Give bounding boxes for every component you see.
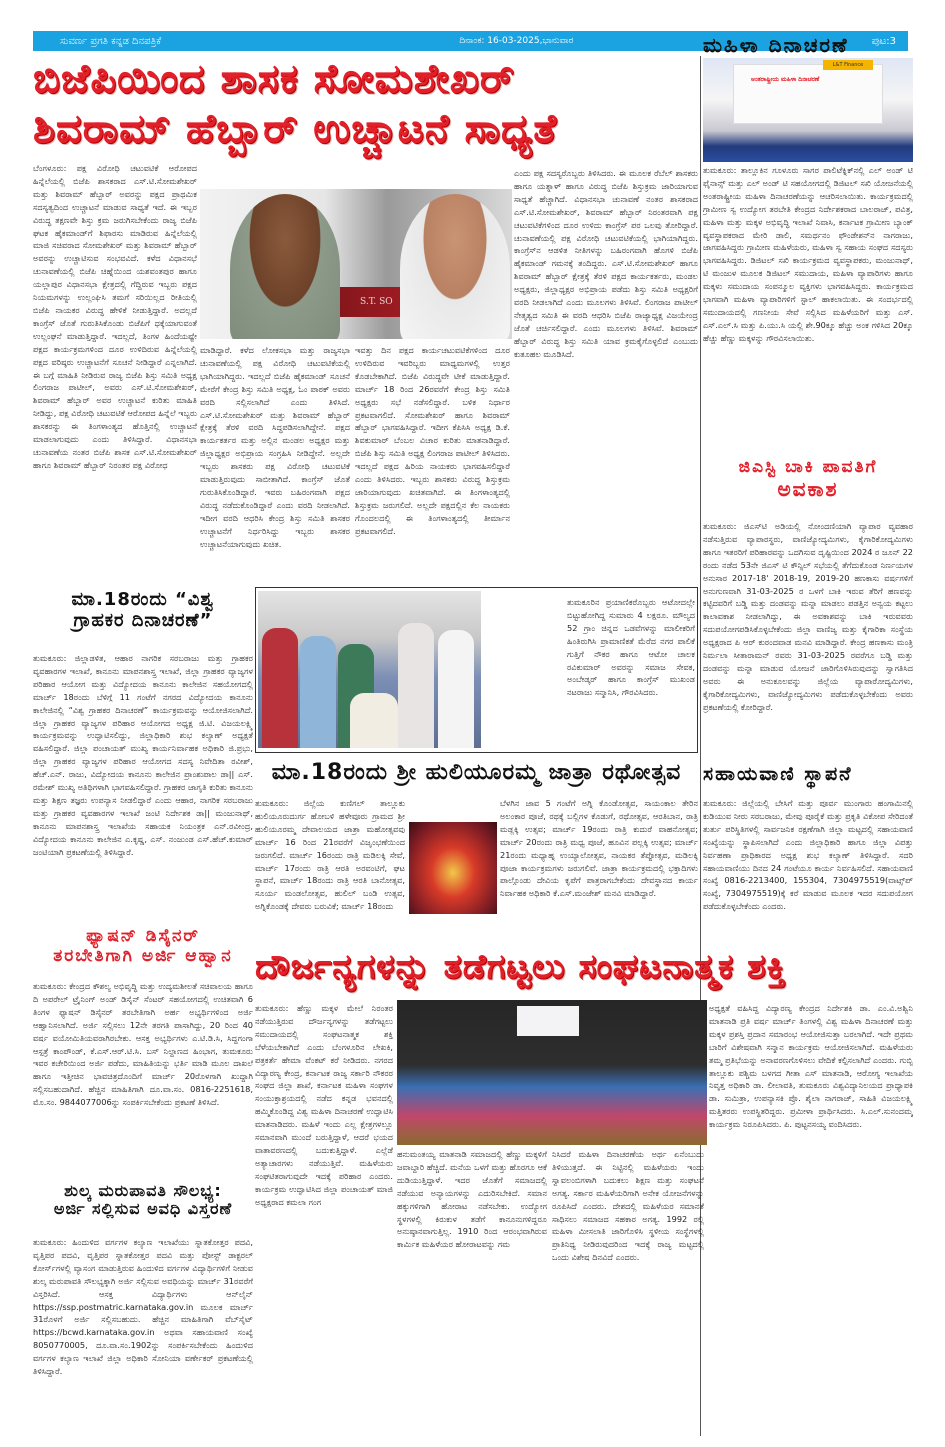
fashion-heading-line2: ತರಬೇತಿಗಾಗಿ ಅರ್ಜಿ ಆಹ್ವಾನ — [53, 945, 233, 966]
atrocities-heading: ದೌರ್ಜನ್ಯಗಳನ್ನು ತಡೆಗಟ್ಟಲು ಸಂಘಟನಾತ್ಮಕ ಶಕ್ತಿ — [255, 950, 787, 987]
lead-headline-line2: ಶಿವರಾಮ್ ಹೆಬ್ಬಾರ್ ಉಚ್ಚಾಟನೆ ಸಾಧ್ಯತೆ — [33, 106, 558, 152]
consumer-day-heading-line1: ಮಾ.18ರಂದು “ವಿಶ್ವ — [71, 590, 215, 610]
atrocities-column-4: ಅಧ್ಯಕ್ಷತೆ ವಹಿಸಿದ್ದ ವಿದ್ಯಾರಣ್ಯ ಕೇಂದ್ರದ ನಿರ್ದೇಶಕಿ ಡಾ. ಎಂ.ವಿ.ಅಶ್ವಿನಿ ಮಾತನಾಡಿ ಪ್ರತಿ ವರ್ಷ ಮಾರ್ಚ್ ತಿಂಗಳಲ್ಲಿ ವಿಶ್ವ ಮಹಿಳಾ ದಿನಾಚರಣೆ ಮತ್ತು ಮಕ್ಕಳ ಪ್ರಶಸ್ತಿ ಪ್ರದಾನ ಸಮಾರಂಭ ಆಯೋಜಿಸುತ್ತಾ ಬರಲಾಗಿದೆ. ಇದೇ ಪ್ರಥಮ ಬಾರಿಗೆ ವಿಶೇಷವಾಗಿ ಸನ್ಮಾನ ಕಾರ್ಯಕ್ರಮ ಆಯೋಜಿಸಲಾಗಿದೆ. ಮಹಿಳೆಯರು ತಮ್ಮ ಪ್ರತಿಭೆಯನ್ನು ಅನಾವರಣಗೊಳಿಸಲು ವೇದಿಕೆ ಕಲ್ಪಿಸಲಾಗಿದೆ ಎಂದರು. ಗುಬ್ಬಿ ತಾಲ್ಲೂಕು ಪಶ್ಚಿಮ ಬಳಗದ ಗೀತಾ ಎಸ್ ಮಾತನಾಡಿ, ಆರೋಗ್ಯ ಇಲಾಖೆಯ ನಿವೃತ್ತ ಅಧಿಕಾರಿ ಡಾ. ಲೀಲಾವತಿ, ತುಮಕೂರು ವಿಶ್ವವಿದ್ಯಾನಿಲಯದ ಪ್ರಾಧ್ಯಾಪಕಿ ಡಾ. ಸುಮಿತ್ರಾ, ಉಪನ್ಯಾಸಕಿ ಪ್ರೊ. ಶೈಲಾ ನಾಗರಾಜ್, ಸಾಹಿತಿ ವಿಜಯಲಕ್ಷ್ಮಿ ಮತ್ತಿತರರು ಉಪಸ್ಥಿತರಿದ್ದರು. ಪ್ರಮೀಳಾ ಪ್ರಾರ್ಥಿಸಿದರು. ಸಿ.ಎಲ್.ಸುನಂದಮ್ಮ ಕಾರ್ಯಕ್ರಮ ನಿರೂಪಿಸಿದರು. ಪಿ. ಪುಟ್ಟನಸಯ್ಯ ವಂದಿಸಿದರು. — [709, 1003, 913, 1130]
lead-column-4: ಎಂದು ಪಕ್ಷ ಸದಸ್ಯರೊಬ್ಬರು ತಿಳಿಸಿದರು. ಈ ಮೂಲಕ ರೆಬೆಲ್ ಶಾಸಕರು ಹಾಗೂ ಯತ್ನಾಳ್ ಹಾಗೂ ವಿರುದ್ಧ ಬಿಜೆಪಿ ಶಿಸ್ತುಕ್ರಮ ಜಾರಿಯಾಗುವ ಸಾಧ್ಯತೆ ಹೆಚ್ಚಾಗಿದೆ. ವಿಧಾನಸಭಾ ಚುನಾವಣೆ ನಂತರ ಶಾಸಕರಾದ ಎಸ್.ಟಿ.ಸೋಮಶೇಖರ್, ಶಿವರಾಮ್ ಹೆಬ್ಬಾರ್ ನಿರಂತರವಾಗಿ ಪಕ್ಷ ಚಟುವಟಿಕೆಗಳಿಂದ ದೂರ ಉಳಿದು ಕಾಂಗ್ರೆಸ್ ಪರ ಒಲವು ತೋರಿದ್ದಾರೆ. ಚುನಾವಣೆಯಲ್ಲಿ ಪಕ್ಷ ವಿರೋಧಿ ಚಟುವಟಿಕೆಯಲ್ಲಿ ಭಾಗಿಯಾಗಿದ್ದರು. ಕಾಂಗ್ರೆಸ್‌ನ ಆಡಳಿತ ನೀತಿಗಳನ್ನು ಬಹಿರಂಗವಾಗಿ ಹೊಗಳಿ ಬಿಜೆಪಿ ಹೈಕಮಾಂಡ್ ಗಮನಕ್ಕೆ ತಂದಿದ್ದರು. ಎಸ್.ಟಿ.ಸೋಮಶೇಖರ್ ಹಾಗೂ ಶಿವರಾಮ್ ಹೆಬ್ಬಾರ್ ಕ್ಷೇತ್ರಕ್ಕೆ ತೆರಳಿ ಪಕ್ಷದ ಕಾರ್ಯಕರ್ತರು, ಮಂಡಲ ಅಧ್ಯಕ್ಷರು, ಜಿಲ್ಲಾಧ್ಯಕ್ಷರ ಅಭಿಪ್ರಾಯ ಪಡೆದು ಶಿಸ್ತು ಸಮಿತಿ ಅಧ್ಯಕ್ಷರಿಗೆ ವರದಿ ನೀಡಲಾಗಿದೆ ಎಂದು ಮೂಲಗಳು ತಿಳಿಸಿವೆ. ಲಿಂಗರಾಜ ಪಾಟೀಲ್ ನೇತೃತ್ವದ ಸಮಿತಿ ಈ ವರದಿ ಆಧರಿಸಿ ಬಿಜೆಪಿ ರಾಜ್ಯಾಧ್ಯಕ್ಷ ವಿಜಯೇಂದ್ರ ಜೊತೆ ಚರ್ಚಿಸಲಿದ್ದಾರೆ. ಎಂದು ಮೂಲಗಳು ತಿಳಿಸಿವೆ. ಶಿವರಾಮ್ ಹೆಬ್ಬಾರ್ ವಿರುದ್ಧ ಶಿಸ್ತು ಸಮಿತಿ ಯಾವ ಕ್ರಮಕೈಗೊಳ್ಳಲಿದೆ ಎಂಬುದು ಕುತೂಹಲ ಮೂಡಿಸಿದೆ. — [514, 168, 698, 359]
helpline-heading: ಸಹಾಯವಾಣಿ ಸ್ಥಾಪನೆ — [703, 764, 853, 785]
fee-refund-heading — [33, 1182, 253, 1234]
issue-date: ದಿನಾಂಕ: 16-03-2025,ಭಾನುವಾರ — [459, 36, 574, 46]
helpline-body: ತುಮಕೂರು: ಜಿಲ್ಲೆಯಲ್ಲಿ ಬೇಸಿಗೆ ಮತ್ತು ಪೂರ್ವ ಮುಂಗಾರು ಹಂಗಾಮಿನಲ್ಲಿ ಕುಡಿಯುವ ನೀರು ಸರಬರಾಜು, ಮೇವು ಪೂರೈಕೆ ಮತ್ತು ಪ್ರಕೃತಿ ವಿಕೋಪ ಸೇರಿದಂತೆ ತುರ್ತು ಪರಿಸ್ಥಿತಿಗಳಲ್ಲಿ ಸಾರ್ವಜನಿಕ ರಕ್ಷಣೆಗಾಗಿ ಜಿಲ್ಲಾ ಮಟ್ಟದಲ್ಲಿ ಸಹಾಯವಾಣಿ ಸಂಖ್ಯೆಯನ್ನು ಸ್ಥಾಪಿಸಲಾಗಿದೆ ಎಂದು ಜಿಲ್ಲಾಧಿಕಾರಿ ಹಾಗೂ ಜಿಲ್ಲಾ ವಿಪತ್ತು ನಿರ್ವಹಣಾ ಪ್ರಾಧಿಕಾರದ ಅಧ್ಯಕ್ಷ ಶುಭ ಕಲ್ಯಾಣ್ ತಿಳಿಸಿದ್ದಾರೆ. ಸದರಿ ಸಹಾಯವಾಣಿಯು ದಿನದ 24 ಗಂಟೆಯೂ ಕಾರ್ಯ ನಿರ್ವಹಿಸಲಿದೆ. ಸಹಾಯವಾಣಿ ಸಂಖ್ಯೆ 0816-2213400, 155304, 7304975519(ವಾಟ್ಸ್‌ಪ್ ಸಂಖ್ಯೆ, 7304975519)ಕ್ಕೆ ಕರೆ ಮಾಡುವ ಮೂಲಕ ಇದರ ಸದುಪಯೋಗ ಪಡೆದುಕೊಳ್ಳಬೇಕೆಂದು ಎಂದರು. — [703, 798, 913, 912]
atrocities-column-3: ನಿಸಿದರೆ ಮಹಿಳಾ ದಿನಾಚರಣೆಯ ಅರ್ಥ ಏನೆಂಬುದು ತಿಳಿಯುತ್ತದೆ. ಈ ನಿಟ್ಟಿನಲ್ಲಿ ಮಹಿಳೆಯರು ಇಂದು ಸ್ವಾವಲಂಬಿಗಳಾಗಿ ಬದುಕಲು ಶಿಕ್ಷಣ ಮತ್ತು ಸಂಘಟನೆ ಅಗತ್ಯ. ಸರ್ಕಾರ ಮಹಿಳೆಯರಿಗಾಗಿ ಅನೇಕ ಯೋಜನೆಗಳನ್ನು ರೂಪಿಸಿದೆ ಎಂದರು. ದೇಶದಲ್ಲಿ ಮಹಿಳೆಯರ ಸಮಾನತೆ ಸಾಧಿಸಲು ಸಮಾಜದ ಸಹಕಾರ ಅಗತ್ಯ. 1992 ರಲ್ಲಿ ಮಹಿಳಾ ಮೀಸಲಾತಿ ಜಾರಿಗೊಳಿಸಿ ಸ್ಥಳೀಯ ಸಂಸ್ಥೆಗಳಲ್ಲಿ ಪ್ರಾತಿನಿಧ್ಯ ನೀಡಿರುವುದರಿಂದ ಇದಕ್ಕೆ ರಾಜ್ಯ ಮಟ್ಟದಲ್ಲಿ ಒಂದು ವಿಶೇಷ ದಿನವಿದೆ ಎಂದರು. — [552, 1149, 704, 1263]
jatra-heading: ಮಾ.18ರಂದು ಶ್ರೀ ಹುಲಿಯೂರಮ್ಮ ಜಾತ್ರಾ ರಥೋತ್ಸವ — [271, 760, 682, 785]
lead-column-2: ಮಾಡಿದ್ದಾರೆ. ಕಳೆದ ಲೋಕಸಭಾ ಮತ್ತು ರಾಜ್ಯಸಭಾ ಚುನಾವಣೆಯಲ್ಲಿ ಪಕ್ಷ ವಿರೋಧಿ ಚಟುವಟಿಕೆಯಲ್ಲಿ ಭಾಗಿಯಾಗಿದ್ದರು. ಇದಲ್ಲದೆ ಬಿಜೆಪಿ ಹೈಕಮಾಂಡ್ ಸೂಚನೆ ಮೇರೆಗೆ ಕೇಂದ್ರ ಶಿಸ್ತು ಸಮಿತಿ ಅಧ್ಯಕ್ಷ, ಓಂ ಪಾಠಕ್ ಅವರು ವರದಿ ಸಲ್ಲಿಸಲಾಗಿದೆ ಎಂದು ತಿಳಿಸಿದೆ. ಎಸ್.ಟಿ.ಸೋಮಶೇಖರ್ ಮತ್ತು ಶಿವರಾಮ್ ಹೆಬ್ಬಾರ್ ಕ್ಷೇತ್ರಕ್ಕೆ ತೆರಳಿ ವರದಿ ಸಿದ್ಧಪಡಿಸಲಾಗಿದ್ದೇನೆ. ಪಕ್ಷದ ಕಾರ್ಯಕರ್ತರ ಮತ್ತು ಅಲ್ಲಿನ ಮಂಡಲ ಅಧ್ಯಕ್ಷರ ಮತ್ತು ಜಿಲ್ಲಾಧ್ಯಕ್ಷರ ಅಭಿಪ್ರಾಯ ಸಂಗ್ರಹಿಸಿ ನೀಡಿದ್ದೇನೆ. ಅಲ್ಲದೇ ಇಬ್ಬರು ಶಾಸಕರು ಪಕ್ಷ ವಿರೋಧಿ ಚಟುವಟಿಕೆ ಮಾಡುತ್ತಿರುವುದು ಸಾಬೀತಾಗಿದೆ. ಕಾಂಗ್ರೆಸ್ ಜೊತೆ ಗುರುತಿಸಿಕೊಂಡಿದ್ದಾರೆ. ಇವರು ಬಹಿರಂಗವಾಗಿ ಪಕ್ಷದ ವಿರುದ್ಧ ನಡೆದುಕೊಂಡಿದ್ದಾರೆ ಎಂದು ವರದಿ ನೀಡಲಾಗಿದೆ. ಇದೀಗ ವರದಿ ಆಧರಿಸಿ ಕೇಂದ್ರ ಶಿಸ್ತು ಸಮಿತಿ ಶಾಸಕರ ಉಚ್ಚಾಟನೆಗೆ ನಿರ್ಧರಿಸಿದ್ದು ಇಬ್ಬರು ಶಾಸಕರ ಉಚ್ಚಾಟನೆಯಾಗುವುದು ಖಚಿತ. — [200, 345, 350, 549]
gst-body: ತುಮಕೂರು: ಜಿಎಸ್‌ಟಿ ಅಡಿಯಲ್ಲಿ ನೋಂದಣಿಯಾಗಿ ವ್ಯಾಪಾರ ವ್ಯವಹಾರ ನಡೆಸುತ್ತಿರುವ ವ್ಯಾಪಾರಸ್ಥರು, ವಾಣಿಜ್ಯೋದ್ಯಮಿಗಳು, ಕೈಗಾರಿಕೋದ್ಯಮಿಗಳು ಹಾಗೂ ಇತರರಿಗೆ ಪರಿಹಾರವನ್ನು ಒದಗಿಸುವ ದೃಷ್ಟಿಯಿಂದ 2024 ರ ಜೂನ್ 22 ರಂದು ನಡೆದ 53ನೇ ಜಿಎಸ್ ಟಿ ಕೌನ್ಸಿಲ್ ಸಭೆಯಲ್ಲಿ ತೆಗೆದುಕೊಂಡ ನಿರ್ಣಯಗಳ ಅನುಸಾರ 2017-18' 2018-19, 2019-20 ಹಣಕಾಸು ವರ್ಷಗಳಿಗೆ ಅನುಗುಣವಾಗಿ 31-03-2025 ರ ಒಳಗೆ ಬಾಕಿ ಇರುವ ತೆರಿಗೆ ಹಣವನ್ನು ಕಟ್ಟಿದವರಿಗೆ ಬಡ್ಡಿ ಮತ್ತು ದಂಡವನ್ನು ಮನ್ನಾ ಮಾಡಲು ಪಡತ್ತಿನ ಅನ್ವಯ ಕಟ್ಟಲು ಕಾಲಾವಕಾಶ ನೀಡಲಾಗಿದ್ದು, ಈ ಅವಕಾಶವನ್ನು ಬಾಕಿ ಇರುವವರು ಸದುಪಯೋಗಪಡಿಸಿಕೊಳ್ಳಬೇಕೆಂದು ಜಿಲ್ಲಾ ವಾಣಿಜ್ಯ ಮತ್ತು ಕೈಗಾರಿಕಾ ಸಂಸ್ಥೆಯ ಅಧ್ಯಕ್ಷರಾದ ಪಿ ಆರ್ ಕುರಂದವಾಡ ಮನವಿ ಮಾಡಿದ್ದಾರೆ. ಕೇಂದ್ರ ಹಣಕಾಸು ಮಂತ್ರಿ ನಿರ್ಮಲಾ ಸೀತಾರಾಮನ್ ರವರು 31-03-2025 ರವರೆಗೂ ಬಡ್ಡಿ ಮತ್ತು ದಂಡವನ್ನು ಮನ್ನಾ ಮಾಡುವ ಯೋಜನೆ ಜಾರಿಗೊಳಿಸಿರುವುದನ್ನು ಸ್ವಾಗತಿಸಿದ ಅವರು ಈ ಅನುಕೂಲವನ್ನು ಜಿಲ್ಲೆಯ ವ್ಯಾಪಾರೋದ್ಯಮಿಗಳು, ಕೈಗಾರಿಕೋದ್ಯಮಿಗಳು, ವಾಣಿಜ್ಯೋದ್ಯಮಿಗಳು ಪಡೆದುಕೊಳ್ಳಬೇಕೆಂದು ಅವರು ಪ್ರಕಟಣೆಯಲ್ಲಿ ಕೋರಿದ್ದಾರೆ. — [703, 521, 913, 712]
honesty-story-body: ತುಮಕೂರಿನ ಪ್ರಯಾಣಿಕರೊಬ್ಬರು ಆಟೋದಲ್ಲೇ ಬಿಟ್ಟುಹೋಗಿದ್ದ ಸುಮಾರು 4 ಲಕ್ಷರೂ. ಮೌಲ್ಯದ 52 ಗ್ರಾಂ ಚಿನ್ನದ ಒಡವೆಗಳನ್ನು ಮಾಲೀಕರಿಗೆ ಹಿಂತಿರುಗಿಸಿ ಪ್ರಾಮಾಣಿಕತೆ ಮೆರೆದ ನಗರ ಪಾಲಿಕೆ ಗುತ್ತಿಗೆ ನೌಕರ ಹಾಗೂ ಆಟೋ ಚಾಲಕ ರವಿಕುಮಾರ್ ಅವರನ್ನು ಸಮಾಜ ಸೇವಕ, ಅಂಬೇಡ್ಕರ್ ಹಾಗೂ ಕಾಂಗ್ರೆಸ್ ಮುಖಂಡ ನಟರಾಜು ಸನ್ಮಾನಿಸಿ, ಗೌರವಿಸಿದರು. — [567, 597, 695, 698]
fee-refund-heading-line1: ಶುಲ್ಕ ಮರುಪಾವತಿ ಸೌಲಭ್ಯ: — [64, 1182, 222, 1200]
gst-heading-line1: ಜಿಎಸ್ಟಿ ಬಾಕಿ ಪಾವತಿಗೆ — [738, 458, 878, 477]
atrocities-column-2: ಹನುಮಂತಯ್ಯ ಮಾತನಾಡಿ ಸಮಾಜದಲ್ಲಿ ಹೆಣ್ಣು ಮಕ್ಕಳಿಗೆ ಜವಾಬ್ದಾರಿ ಹೆಚ್ಚಿದೆ. ಮನೆಯ ಒಳಗೆ ಮತ್ತು ಹೊರಗೂ ಆಕೆ ದುಡಿಯುತ್ತಿದ್ದಾಳೆ. ಇದರ ಜೊತೆಗೆ ಸಮಾಜದಲ್ಲಿ ನಡೆಯುವ ಅನ್ಯಾಯಗಳನ್ನು ಎದುರಿಸಬೇಕಿದೆ. ಸಮಾನ ಹಕ್ಕುಗಳಿಗಾಗಿ ಹೋರಾಟ ನಡೆಸಬೇಕು. ಉದ್ಯೋಗ ಸ್ಥಳಗಳಲ್ಲಿ ಕಿರುಕುಳ ತಡೆಗೆ ಕಾನೂನುಗಳಿದ್ದರೂ ಅನುಷ್ಠಾನವಾಗುತ್ತಿಲ್ಲ. 1910 ರಿಂದ ಆರಂಭವಾಗಿರುವ ಕಾರ್ಮಿಕ ಮಹಿಳೆಯರ ಹೋರಾಟವನ್ನು ಗಮ — [397, 1149, 547, 1250]
womens-day-event-photo — [397, 1000, 707, 1145]
jatra-column-1: ತುಮಕೂರು: ಜಿಲ್ಲೆಯ ಕುಣಿಗಲ್ ತಾಲ್ಲೂಕು ಹುಲಿಯೂರುದುರ್ಗ ಹೋಬಳಿ ಹಳೇವೂರು ಗ್ರಾಮದ ಶ್ರೀ ಹುಲಿಯೂರಮ್ಮ ದೇವಾಲಯದ ಜಾತ್ರಾ ಮಹೋತ್ಸವವು ಮಾರ್ಚ್ 16 ರಿಂದ 21ರವರೆಗೆ ವಿಜೃಂಭಣೆಯಿಂದ ಜರುಗಲಿದೆ. ಮಾರ್ಚ್ 16ರಂದು ರಾತ್ರಿ ಮಡಿಲಕ್ಕಿ ಸೇವೆ, ಮಾರ್ಚ್ 17ರಂದು ರಾತ್ರಿ ಆರತಿ ಅರವಂಟಿಗೆ, ಘಟ ಸ್ಥಾಪನೆ, ಮಾರ್ಚ್ 18ರಂದು ರಾತ್ರಿ ಆರತಿ ಬಾನೋತ್ಸವ, ಸೂರ್ಯ ಮಂಡಲೋತ್ಸವ, ಹುಲಿಲ್ ಬಂಡಿ ಉತ್ಸವ, ಅಗ್ನಿಕೊಂಡಕ್ಕೆ ದೇವರು ಬರುವಿಕೆ; ಮಾರ್ಚ್ 18ರಂದು — [255, 798, 405, 912]
newspaper-name: ಸುವರ್ಣ ಪ್ರಗತಿ ಕನ್ನಡ ದಿನಪತ್ರಿಕೆ — [60, 35, 162, 47]
photo-banner-text: ಅಂತರಾಷ್ಟ್ರೀಯ ಮಹಿಳಾ ದಿನಾಚರಣೆ — [751, 76, 820, 83]
photo-caption-text: S.T. SO — [360, 297, 393, 307]
leaders-photo — [200, 189, 512, 339]
fee-refund-heading-line2: ಅರ್ಜಿ ಸಲ್ಲಿಸುವ ಅವಧಿ ವಿಸ್ತರಣೆ — [53, 1199, 233, 1219]
photo-sponsor-logo: L&T Finance — [823, 60, 873, 70]
womens-day-heading: ಮಹಿಳಾ ದಿನಾಚರಣೆ — [703, 34, 849, 57]
fee-refund-body: ತುಮಕೂರು: ಹಿಂದುಳಿದ ವರ್ಗಗಳ ಕಲ್ಯಾಣ ಇಲಾಖೆಯು ಸ್ನಾತಕೋತ್ತರ ಪದವಿ, ವೃತ್ತಿಪರ ಪದವಿ, ವೃತ್ತಿಪರ ಸ್ನಾತಕೋತ್ತರ ಪದವಿ ಮತ್ತು ಪೋಸ್ಟ್ ಡಾಕ್ಟರಲ್ ಕೋರ್ಸ್‌ಗಳಲ್ಲಿ ವ್ಯಾಸಂಗ ಮಾಡುತ್ತಿರುವ ಹಿಂದುಳಿದ ವರ್ಗಗಳ ವಿದ್ಯಾರ್ಥಿಗಳಿಗೆ ನೀಡುವ ಶುಲ್ಕ ಮರುಪಾವತಿ ಸೌಲಭ್ಯಕ್ಕಾಗಿ ಅರ್ಜಿ ಸಲ್ಲಿಸುವ ಅವಧಿಯನ್ನು ಮಾರ್ಚ್ 31ರವರೆಗೆ ವಿಸ್ತರಿಸಿದೆ. ಆಸಕ್ತ ವಿದ್ಯಾರ್ಥಿಗಳು ಆನ್‌ಲೈನ್ https://ssp.postmatric.karnataka.gov.in ಮೂಲಕ ಮಾರ್ಚ್ 31ರೊಳಗೆ ಅರ್ಜಿ ಸಲ್ಲಿಸಬಹುದು. ಹೆಚ್ಚಿನ ಮಾಹಿತಿಗಾಗಿ ವೆಬ್‌ಸೈಟ್ https://bcwd.karnataka.gov.in ಅಥವಾ ಸಹಾಯವಾಣಿ ಸಂಖ್ಯೆ 8050770005, ದೂ.ವಾ.ಸಂ.1902ನ್ನು ಸಂಪರ್ಕಿಸಬೇಕೆಂದು ಹಿಂದುಳಿದ ವರ್ಗಗಳ ಕಲ್ಯಾಣ ಇಲಾಖೆ ಜಿಲ್ಲಾ ಅಧಿಕಾರಿ ಸೋನಿಯಾ ವರ್ಣೇಕರ್ ಪ್ರಕಟಣೆಯಲ್ಲಿ ತಿಳಿಸಿದ್ದಾರೆ. — [33, 1237, 253, 1377]
event-stage-banner — [517, 1006, 579, 1036]
consumer-day-body: ತುಮಕೂರು: ಜಿಲ್ಲಾಡಳಿತ, ಆಹಾರ ನಾಗರಿಕ ಸರಬರಾಜು ಮತ್ತು ಗ್ರಾಹಕರ ವ್ಯವಹಾರಗಳ ಇಲಾಖೆ, ಕಾನೂನು ಮಾಪನಶಾಸ್ತ್ರ ಇಲಾಖೆ, ಜಿಲ್ಲಾ ಗ್ರಾಹಕರ ವ್ಯಾಜ್ಯಗಳ ಪರಿಹಾರ ಆಯೋಗ ಮತ್ತು ವಿದ್ಯೋದಯ ಕಾನೂನು ಕಾಲೇಜಿನ ಸಹಯೋಗದಲ್ಲಿ ಮಾರ್ಚ್ 18ರಂದು ಬೆಳಿಗ್ಗೆ 11 ಗಂಟೆಗೆ ನಗರದ ವಿದ್ಯೋದಯ ಕಾನೂನು ಕಾಲೇಜಿನಲ್ಲಿ “ವಿಶ್ವ ಗ್ರಾಹಕರ ದಿನಾಚರಣೆ” ಕಾರ್ಯಕ್ರಮವನ್ನು ಆಯೋಜಿಸಲಾಗಿದೆ. ಜಿಲ್ಲಾ ಗ್ರಾಹಕರ ವ್ಯಾಜ್ಯಗಳ ಪರಿಹಾರ ಆಯೋಗದ ಅಧ್ಯಕ್ಷ ಜಿ.ಟಿ. ವಿಜಯಲಕ್ಷ್ಮಿ ಕಾರ್ಯಕ್ರಮವನ್ನು ಉದ್ಘಾಟಿಸಲಿದ್ದು, ಜಿಲ್ಲಾಧಿಕಾರಿ ಶುಭ ಕಲ್ಯಾಣ್ ಅಧ್ಯಕ್ಷತೆ ವಹಿಸಲಿದ್ದಾರೆ. ಜಿಲ್ಲಾ ಪಂಚಾಯತ್ ಮುಖ್ಯ ಕಾರ್ಯನಿರ್ವಾಹಕ ಅಧಿಕಾರಿ ಜಿ.ಪ್ರಭು, ಜಿಲ್ಲಾ ಗ್ರಾಹಕರ ವ್ಯಾಜ್ಯಗಳ ಪರಿಹಾರ ಆಯೋಗದ ಸದಸ್ಯ ನಿವೇದಿತಾ ರವೀಶ್, ಹೆಚ್.ಎನ್. ರಾಜು, ವಿದ್ಯೋದಯ ಕಾನೂನು ಕಾಲೇಜಿನ ಪ್ರಾಂಶುಪಾಲ ಡಾ|| ಎಸ್. ರಮೇಶ್ ಮುಖ್ಯ ಅತಿಥಿಗಳಾಗಿ ಭಾಗವಹಿಸಲಿದ್ದಾರೆ. ಗ್ರಾಹಕರ ಜಾಗೃತಿ ಕುರಿತು ಕಾನೂನು ಮತ್ತು ಶಿಕ್ಷಣ ತಜ್ಞರು ಉಪನ್ಯಾಸ ನೀಡಲಿದ್ದಾರೆ ಎಂದು ಆಹಾರ, ನಾಗರಿಕ ಸರಬರಾಜು ಮತ್ತು ಗ್ರಾಹಕರ ವ್ಯವಹಾರಗಳ ಇಲಾಖೆ ಜಂಟಿ ನಿರ್ದೇಶಕ ಡಾ|| ಮಂಜುನಾಥ್, ಕಾನೂನು ಮಾಪನಶಾಸ್ತ್ರ ಇಲಾಖೆಯ ಸಹಾಯಕ ನಿಯಂತ್ರಕ ಎನ್.ರವೀಂದ್ರ, ವಿದ್ಯೋದಯ ಕಾನೂನು ಕಾಲೇಜಿನ ಎ.ಕೃಷ್ಣ, ಎಸ್. ನಂಜುಂಡ ಎಸ್.ಹೆಚ್.ಕುಮಾರ್ ಜಂಟಿಯಾಗಿ ಪ್ರಕಟಣೆಯಲ್ಲಿ ತಿಳಿಸಿದ್ದಾರೆ. — [33, 653, 253, 857]
womens-day-body: ತುಮಕೂರು: ತಾಲ್ಲೂಕಿನ ಗೂಳೂರು ಸಾಗರ ಪಾಲಿಟೆಕ್ನಿಕ್‌ನಲ್ಲಿ ಎಲ್ ಅಂಡ್ ಟಿ ಫೈನಾನ್ಸ್ ಮತ್ತು ಎಲ್ ಅಂಡ್ ಟಿ ಸಹಯೋಗದಲ್ಲಿ ಡಿಜಿಟಲ್ ಸಖಿ ಯೋಜನೆಯಲ್ಲಿ ಅಂತರಾಷ್ಟ್ರೀಯ ಮಹಿಳಾ ದಿನಾಚರಣೆಯನ್ನು ಆಚರಿಸಲಾಯಿತು. ಕಾರ್ಯಕ್ರಮದಲ್ಲಿ ಗ್ರಾಮೀಣ ಸ್ವ ಉದ್ಯೋಗ ತರಬೇತಿ ಕೇಂದ್ರದ ನಿರ್ದೇಶಕರಾದ ಬಾಲರಾಜ್, ಪವಿತ್ರ, ಮಹಿಳಾ ಮತ್ತು ಮಕ್ಕಳ ಅಭಿವೃದ್ಧಿ ಇಲಾಖೆ ನಿವಾಸಿ, ಕರ್ನಾಟಕ ಗ್ರಾಮೀಣ ಬ್ಯಾಂಕ್ ವ್ಯವಸ್ಥಾಪಕರಾದ ಮೇರಿ ಡಾಲಿ, ಸಮರ್ಥನಂ ಫೌಂಡೇಶನ್‌ನ ನಾಗರಾಜು, ಜಾಗವಹಿಸಿದ್ದರು ಗ್ರಾಮೀಣ ಮಹಿಳೆಯರು, ಮಹಿಳಾ ಸ್ವ ಸಹಾಯ ಸಂಘದ ಸದಸ್ಯರು ಭಾಗವಹಿಸಿದ್ದರು. ಡಿಜಿಟಲ್ ಸಖಿ ಕಾರ್ಯಕ್ರಮದ ವ್ಯವಸ್ಥಾಪಕರು, ಮಂಜುನಾಥ್, ಟಿ ಮಂಜುಳ ಮೂಲಕ ಡಿಜಿಟಲ್ ಸಮುದಾಯ, ಮಹಿಳಾ ವ್ಯಾಪಾರಿಗಳು ಹಾಗೂ ಮಕ್ಕಳು ಸಮುದಾಯ ಸಂಪನ್ಮೂಲ ವ್ಯಕ್ತಿಗಳು ಭಾಗವಹಿಸಿದ್ದರು. ಕಾರ್ಯಕ್ರಮದ ಭಾಗವಾಗಿ ಮಹಿಳಾ ವ್ಯಾಪಾರಿಗಳಿಗೆ ಸ್ಟಾಲ್ ಹಾಕಲಾಯಿತು. ಈ ಸಂದರ್ಭದಲ್ಲಿ ಸಮುದಾಯದಲ್ಲಿ ಗಣನೀಯ ಸೇವೆ ಸಲ್ಲಿಸಿದ ಮಹಿಳೆಯರಿಗೆ ಮತ್ತು ಎಸ್. ಎಸ್.ಎಲ್.ಸಿ ಮತ್ತು ಪಿ.ಯು.ಸಿ ಯಲ್ಲಿ ಶೇ.90ಕ್ಕೂ ಹೆಚ್ಚು ಅಂಕ ಗಳಿಸಿದ 20ಕ್ಕೂ ಹೆಚ್ಚು ಹೆಣ್ಣು ಮಕ್ಕಳನ್ನು ಗೌರವಿಸಲಾಯಿತು. — [703, 165, 913, 343]
page-number: ಪುಟ:3 — [871, 35, 896, 47]
consumer-day-heading-line2: ಗ್ರಾಹಕರ ದಿನಾಚರಣೆ” — [73, 609, 213, 631]
lead-column-1: ಬೆಂಗಳೂರು: ಪಕ್ಷ ವಿರೋಧಿ ಚಟುವಟಿಕೆ ಆರೋಪದ ಹಿನ್ನೆಲೆಯಲ್ಲಿ ಬಿಜೆಪಿ ಶಾಸಕರಾದ ಎಸ್.ಟಿ.ಸೋಮಶೇಖರ್ ಮತ್ತು ಶಿವರಾಮ್ ಹೆಬ್ಬಾರ್ ಅವರನ್ನು ಪಕ್ಷದ ಪ್ರಾಥಮಿಕ ಸದಸ್ಯತ್ವದಿಂದ ಉಚ್ಚಾಟನೆ ಮಾಡುವ ಸಾಧ್ಯತೆ ಇದೆ. ಈ ಇಬ್ಬರ ವಿರುದ್ಧ ತಕ್ಷಣವೇ ಶಿಸ್ತು ಕ್ರಮ ಜರುಗಿಸಬೇಕೆಂದು ರಾಜ್ಯ ಬಿಜೆಪಿ ಘಟಕ ಹೈಕಮಾಂಡ್‌ಗೆ ಶಿಫಾರಸು ಮಾಡಿರುವ ಹಿನ್ನೆಲೆಯಲ್ಲಿ ಮಾಜಿ ಸಚಿವರಾದ ಸೋಮಶೇಖರ್ ಮತ್ತು ಶಿವರಾಮ್ ಹೆಬ್ಬಾರ್ ಅವರನ್ನು ಉಚ್ಚಾಟಿಸುವ ಸಂಭವವಿದೆ. ಕಳೆದ ವಿಧಾನಸಭೆ ಚುನಾವಣೆಯಲ್ಲಿ ಬಿಜೆಪಿ ಚಿಹ್ನೆಯಿಂದ ಯಶವಂತಪುರ ಹಾಗೂ ಯಲ್ಲಾಪುರ ವಿಧಾನಸಭಾ ಕ್ಷೇತ್ರದಲ್ಲಿ ಗೆದ್ದಿರುವ ಇಬ್ಬರು ಪಕ್ಷದ ನಿಯಮಗಳನ್ನು ಉಲ್ಲಂಘಿಸಿ ತಮಗೆ ಸರಿಯಿಲ್ಲದ ರೀತಿಯಲ್ಲಿ ಬಿಜೆಪಿ ನಾಯಕರ ವಿರುದ್ಧ ಹೇಳಿಕೆ ನೀಡುತ್ತಿದ್ದಾರೆ. ಅದಲ್ಲದೆ ಕಾಂಗ್ರೆಸ್ ಜೊತೆ ಗುರುತಿಸಿಕೊಂಡು ಬಿಜೆಪಿಗೆ ಧಕ್ಕೆಯಾಗುವಂತೆ ಉಲ್ಲಂಘನೆ ಮಾಡುತ್ತಿದ್ದಾರೆ. ಇದಲ್ಲದೆ, ತಿಂಗಳ ಹಿಂದೆಯಷ್ಟೇ ಪಕ್ಷದ ಕಾರ್ಯಕ್ರಮಗಳಿಂದ ದೂರ ಉಳಿದಿರುವ ಹಿನ್ನೆಲೆಯಲ್ಲಿ ಪಕ್ಷದ ವರಿಷ್ಠರು ಉಚ್ಚಾಟನೆಗೆ ಸೂಚನೆ ನೀಡಿದ್ದಾರೆ ಎನ್ನಲಾಗಿದೆ. ಈ ಬಗ್ಗೆ ಮಾಹಿತಿ ನೀಡಿರುವ ರಾಜ್ಯ ಬಿಜೆಪಿ ಶಿಸ್ತು ಸಮಿತಿ ಅಧ್ಯಕ್ಷ ಲಿಂಗರಾಜ ಪಾಟೀಲ್, ಅವರು ಎಸ್.ಟಿ.ಸೋಮಶೇಖರ್, ಶಿವರಾಮ್ ಹೆಬ್ಬಾರ್ ಅವರ ಉಚ್ಚಾಟನೆ ಕುರಿತು ಮಾಹಿತಿ ನೀಡಿದ್ದು, ಪಕ್ಷ ವಿರೋಧಿ ಚಟುವಟಿಕೆ ಆರೋಪದ ಹಿನ್ನೆಲೆ ಇಬ್ಬರು ಶಾಸಕರನ್ನು ಈ ತಿಂಗಳಾಂತ್ಯದ ಹೊತ್ತಿನಲ್ಲಿ ಉಚ್ಚಾಟನೆ ಮಾಡಲಾಗುವುದು ಎಂದು ತಿಳಿಸಿದ್ದಾರೆ. ವಿಧಾನಸಭಾ ಚುನಾವಣೆಯ ನಂತರ ಬಿಜೆಪಿ ಶಾಸಕ ಎಸ್.ಟಿ.ಸೋಮಶೇಖರ್ ಹಾಗೂ ಶಿವರಾಮ್ ಹೆಬ್ಬಾರ್ ನಿರಂತರ ಪಕ್ಷ ವಿರೋಧ — [33, 163, 197, 470]
gst-heading — [703, 458, 913, 518]
gst-heading-line2: ಅವಕಾಶ — [777, 476, 839, 501]
consumer-day-heading — [33, 590, 253, 650]
photo-stage-banner — [733, 64, 883, 124]
jatra-column-2: ಬೆಳಗಿನ ಜಾವ 5 ಗಂಟೆಗೆ ಅಗ್ನಿ ಕೊಂಡೋತ್ಸವ, ಸಾಯಂಕಾಲ ತೇರಿನ ಅಲಂಕಾರ ಪೂಜೆ, ರಥಕ್ಕೆ ಬಲ್ಲಿಗಳ ಕೊಡುಗೆ, ರಥೋತ್ಸವ, ಆರತಿಬಾನ, ರಾತ್ರಿ ಮಡ್ಲಕ್ಕಿ ಉತ್ಸವ; ಮಾರ್ಚ್ 19ರಂದು ರಾತ್ರಿ ಕುದುರೆ ವಾಹನೋತ್ಸವ; ಮಾರ್ಚ್ 20ರಂದು ರಾತ್ರಿ ಮಧ್ವ ಪೂಜೆ, ಹೂವಿನ ಪಲ್ಲಕ್ಕಿ ಉತ್ಸವ; ಮಾರ್ಚ್ 21ರಂದು ಮಧ್ಯಾಹ್ನ ಉಯ್ಯಾಲೋತ್ಸವ, ನಾಯಕರ ತೆಪ್ಪೋತ್ಸವ, ಮಡಿಲಕ್ಕಿ ಪೂಜಾ ಕಾರ್ಯಕ್ರಮಗಳು ಜರುಗಲಿವೆ. ಜಾತ್ರಾ ಕಾರ್ಯಕ್ರಮದಲ್ಲಿ ಭಕ್ತಾದಿಗಳು ಪಾಲ್ಗೊಂಡು ದೇವಿಯ ಕೃಪೆಗೆ ಪಾತ್ರರಾಗಬೇಕೆಂದು ದೇವಸ್ಥಾನದ ಕಾರ್ಯ ನಿರ್ವಾಹಕ ಅಧಿಕಾರಿ ಕೆ.ಎಸ್.ಮಂಜೇಶ್ ಮನವಿ ಮಾಡಿದ್ದಾರೆ. — [500, 798, 698, 899]
atrocities-column-1: ತುಮಕೂರು: ಹೆಣ್ಣು ಮಕ್ಕಳ ಮೇಲೆ ನಿರಂತರ ನಡೆಯುತ್ತಿರುವ ದೌರ್ಜನ್ಯಗಳನ್ನು ತಡೆಗಟ್ಟಲು ಸಮುದಾಯದಲ್ಲಿ ಸಂಘಟನಾತ್ಮಕ ಶಕ್ತಿ ಬೆಳೆಯಬೇಕಾಗಿದೆ ಎಂದು ಬೆಂಗಳೂರಿನ ಲೇಖಕಿ, ಪತ್ರಕರ್ತೆ ಹೇಮಾ ವೆಂಕಟ್ ಕರೆ ನೀಡಿದರು. ನಗರದ ವಿದ್ಯಾರಣ್ಯ ಕೇಂದ್ರ, ಕರ್ನಾಟಕ ರಾಜ್ಯ ಸರ್ಕಾರಿ ನೌಕರರ ಸಂಘದ ಜಿಲ್ಲಾ ಶಾಖೆ, ಕರ್ನಾಟಕ ಮಹಿಳಾ ಸಂಘಗಳ ಸಂಯುಕ್ತಾಶ್ರಯದಲ್ಲಿ ನಡೆದ ಕನ್ನಡ ಭವನದಲ್ಲಿ ಹಮ್ಮಿಕೊಂಡಿದ್ದ ವಿಶ್ವ ಮಹಿಳಾ ದಿನಾಚರಣೆ ಉದ್ಘಾಟಿಸಿ ಮಾತನಾಡಿದರು. ಮಹಿಳೆ ಇಂದು ಎಲ್ಲ ಕ್ಷೇತ್ರಗಳಲ್ಲೂ ಸಮಾನವಾಗಿ ಮುಂದೆ ಬರುತ್ತಿದ್ದಾಳೆ, ಆದರೆ ಭಯದ ವಾತಾವರಣದಲ್ಲಿ ಬದುಕುತ್ತಿದ್ದಾಳೆ. ಎಲ್ಲೆಡೆ ಅತ್ಯಾಚಾರಗಳು ನಡೆಯುತ್ತಿವೆ. ಮಹಿಳೆಯರು ಸಂಘಟಿತರಾಗುವುದೇ ಇದಕ್ಕೆ ಪರಿಹಾರ ಎಂದರು. ಕಾರ್ಯಕ್ರಮ ಉದ್ಘಾಟಿಸಿದ ಜಿಲ್ಲಾ ಪಂಚಾಯತ್ ಮಾಜಿ ಅಧ್ಯಕ್ಷರಾದ ಕಮಲಾ ಗಂಗ — [255, 1003, 393, 1207]
portrait-hebbar — [400, 194, 510, 339]
fashion-heading-line1: ಫ್ಯಾಷನ್ ಡಿಸೈನರ್ — [86, 927, 200, 946]
deity-photo — [409, 822, 497, 914]
womens-day-photo — [703, 58, 913, 162]
fashion-body: ತುಮಕೂರು: ಕೇಂದ್ರದ ಕೌಶಲ್ಯ ಅಭಿವೃದ್ಧಿ ಮತ್ತು ಉದ್ಯಮಶೀಲತೆ ಸಚಿವಾಲಯ ಹಾಗೂ ದಿ ಅಪರೇಲ್ ಟ್ರೈನಿಂಗ್ ಅಂಡ್ ಡಿಸೈನ್ ಸೆಂಟರ್ ಸಹಯೋಗದಲ್ಲಿ ಉಚಿತವಾಗಿ 6 ತಿಂಗಳ ಫ್ಯಾಷನ್ ಡಿಸೈನರ್ ತರಬೇತಿಗಾಗಿ ಅರ್ಹ ಅಭ್ಯರ್ಥಿಗಳಿಂದ ಅರ್ಜಿ ಆಹ್ವಾನಿಸಲಾಗಿದೆ. ಅರ್ಜಿ ಸಲ್ಲಿಸಲು 12ನೇ ತರಗತಿ ಪಾಸಾಗಿದ್ದು, 20 ರಿಂದ 40 ವರ್ಷ ವಯೋಮಿತಿಯವರಾಗಿರಬೇಕು. ಆಸಕ್ತ ಅಭ್ಯರ್ಥಿಗಳು ಎ.ಟಿ.ಡಿ.ಸಿ, ಸಿದ್ದಗಂಗಾ ಆಸ್ಪತ್ರೆ ಕಾಂಪೌಂಡ್, ಕೆ.ಎಸ್.ಆರ್.ಟಿ.ಸಿ. ಬಸ್ ನಿಲ್ದಾಣದ ಹಿಂಭಾಗ, ತುಮಕೂರು ಇವರ ಕಚೇರಿಯಿಂದ ಅರ್ಜಿ ಪಡೆದು, ಮಾಹಿತಿಯನ್ನು ಭರ್ತಿ ಮಾಡಿ ಮೂಲ ದಾಖಲೆ ಹಾಗೂ ಇತ್ತೀಚಿನ ಭಾವಚಿತ್ರದೊಂದಿಗೆ ಮಾರ್ಚ್ 20ರೊಳಗಾಗಿ ಖುದ್ದಾಗಿ ಸಲ್ಲಿಸಬಹುದಾಗಿದೆ. ಹೆಚ್ಚಿನ ಮಾಹಿತಿಗಾಗಿ ದೂ.ವಾ.ಸಂ. 0816-2251618, ಮೊ.ಸಂ. 9844077006ನ್ನು ಸಂಪರ್ಕಿಸಬೇಕೆಂದು ಪ್ರಕಟಣೆ ತಿಳಿಸಿದೆ. — [33, 981, 253, 1108]
lead-headline-line1: ಬಿಜೆಪಿಯಿಂದ ಶಾಸಕ ಸೋಮಶೇಖರ್ — [33, 58, 515, 102]
portrait-somashekar — [230, 194, 340, 339]
honesty-story-photo — [258, 591, 481, 748]
fashion-heading — [33, 927, 253, 977]
lead-column-3: ಇವತ್ತು ದಿನ ಪಕ್ಷದ ಕಾರ್ಯಚಟುವಟಿಕೆಗಳಿಂದ ದೂರ ಉಳಿದಿರುವ ಇವರಿಬ್ಬರು ಮಾಧ್ಯಮಗಳಲ್ಲಿ ಉತ್ತರ ಕೊಡಬೇಕಾಗಿದೆ. ಬಿಜೆಪಿ ವಿರುದ್ಧವೇ ಟೀಕೆ ಮಾಡುತ್ತಿದ್ದಾರೆ. ಮಾರ್ಚ್ 18 ರಿಂದ 26ರವರೆಗೆ ಕೇಂದ್ರ ಶಿಸ್ತು ಸಮಿತಿ ಅಧ್ಯಕ್ಷರು ಸಭೆ ನಡೆಸಲಿದ್ದಾರೆ. ಬಳಿಕ ನಿರ್ಧಾರ ಪ್ರಕಟವಾಗಲಿದೆ. ಸೋಮಶೇಖರ್ ಹಾಗೂ ಶಿವರಾಮ್ ಹೆಬ್ಬಾರ್ ಭಾಗವಹಿಸಿದ್ದಾರೆ. ಇದೀಗ ಕೆಪಿಸಿಸಿ ಅಧ್ಯಕ್ಷ ಡಿ.ಕೆ. ಶಿವಕುಮಾರ್ ಬೆಂಬಲ ವಿಚಾರ ಕುರಿತು ಮಾತನಾಡಿದ್ದಾರೆ. ಬಿಜೆಪಿ ಶಿಸ್ತು ಸಮಿತಿ ಅಧ್ಯಕ್ಷ ಲಿಂಗರಾಜ ಪಾಟೀಲ್ ತಿಳಿಸಿದರು. ಇದಲ್ಲದೆ ಪಕ್ಷದ ಹಿರಿಯ ನಾಯಕರು ಭಾಗವಹಿಸಲಿದ್ದಾರೆ ಎಂದು ತಿಳಿಸಿದರು. ಇಬ್ಬರು ಶಾಸಕರು ವಿರುದ್ಧ ಶಿಸ್ತುಕ್ರಮ ಜಾರಿಯಾಗುವುದು ಖಚಿತವಾಗಿದೆ. ಈ ತಿಂಗಳಾಂತ್ಯದಲ್ಲಿ ಶಿಸ್ತುಕ್ರಮ ಜರುಗಲಿದೆ. ಅಲ್ಲದೇ ಪಕ್ಷದಲ್ಲಿನ ಕೆಲ ನಾಯಕರು ಗೊಂದಲದಲ್ಲಿ ಈ ತಿಂಗಳಾಂತ್ಯದಲ್ಲಿ ತೀರ್ಮಾನ ಪ್ರಕಟವಾಗಲಿದೆ. — [355, 345, 510, 536]
lead-headline — [33, 58, 698, 162]
